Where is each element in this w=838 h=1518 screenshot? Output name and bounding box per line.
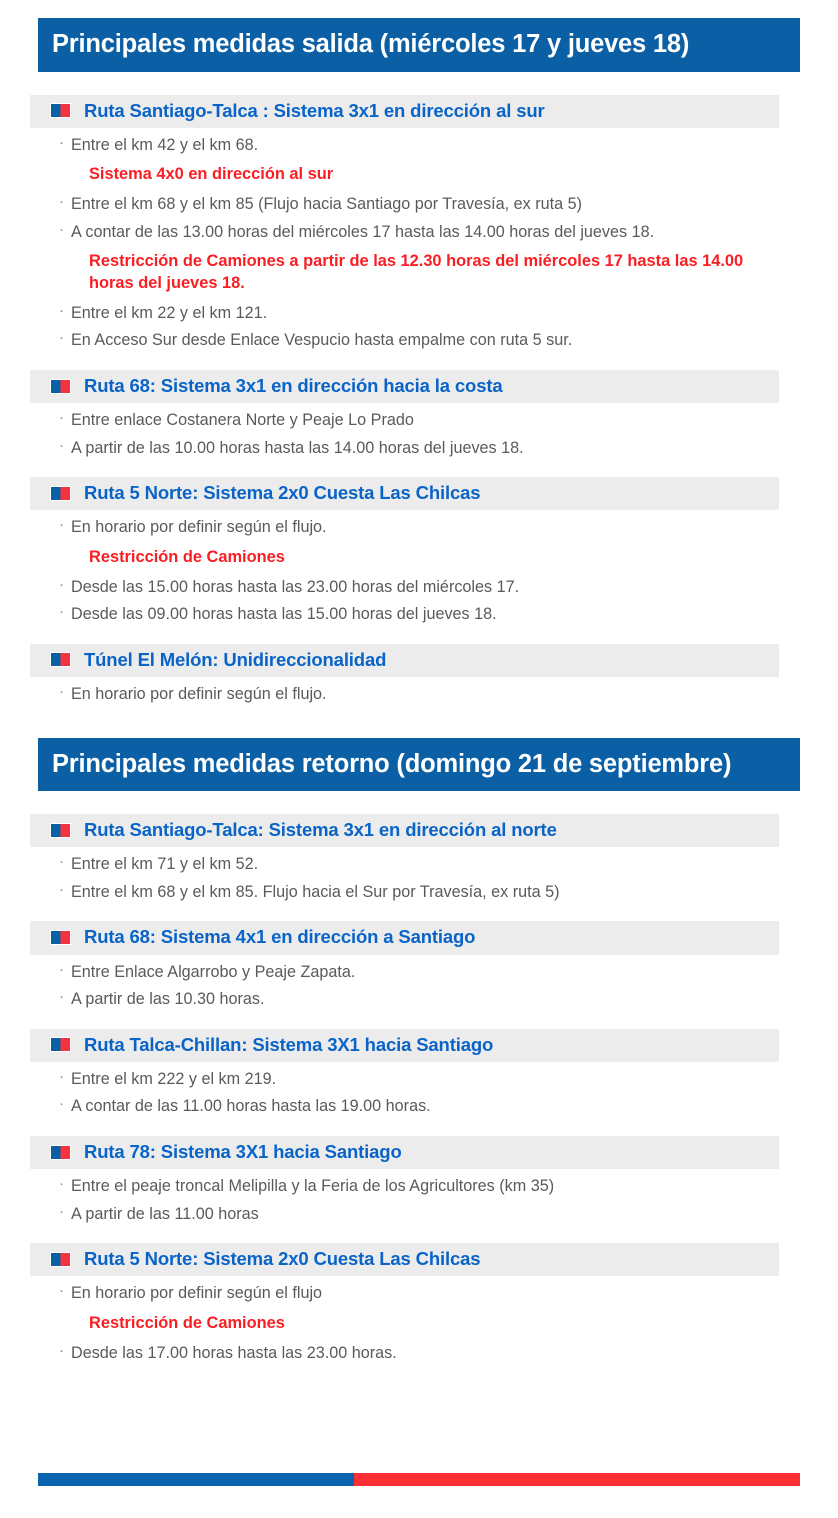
measure-line-text: Desde las 17.00 horas hasta las 23.00 horas. — [71, 1343, 397, 1362]
measure-line-text: Sistema 4x0 en dirección al sur — [89, 165, 334, 184]
bullet-icon: · — [59, 516, 64, 534]
bullet-icon: · — [59, 575, 64, 593]
measure-line-text: A partir de las 11.00 horas — [71, 1204, 259, 1223]
measure-line-list — [30, 403, 800, 462]
bullet-line — [59, 959, 800, 987]
bullet-line — [59, 132, 800, 160]
bullet-icon: · — [59, 436, 64, 454]
chile-flag-icon — [50, 823, 71, 838]
bullet-icon: · — [59, 853, 64, 871]
bullet-line — [59, 219, 800, 247]
bullet-line — [59, 1173, 800, 1201]
measure-group-header — [30, 1029, 779, 1062]
chile-flag-icon — [50, 103, 71, 118]
measure-line-text: En horario por definir según el flujo. — [71, 685, 327, 704]
bullet-line — [59, 986, 800, 1014]
measure-line-text: A partir de las 10.30 horas. — [71, 990, 265, 1009]
bullet-line — [59, 574, 800, 602]
spacer — [0, 355, 838, 370]
measure-group-header — [30, 95, 779, 128]
footer-flag-bar — [38, 1473, 800, 1486]
measure-line-text: A contar de las 13.00 horas del miércoles 17 hasta las 14.00 horas del jueves 18. — [71, 222, 655, 241]
section-band-title: Principales medidas salida (miércoles 17 y jueves 18) — [38, 18, 800, 72]
measure-line-list — [30, 847, 800, 906]
bullet-line — [59, 191, 800, 219]
measure-group-header — [30, 370, 779, 403]
bullet-line — [59, 1280, 800, 1308]
bullet-line — [59, 435, 800, 463]
bullet-icon: · — [59, 1175, 64, 1193]
spacer — [0, 906, 838, 921]
bullet-icon: · — [59, 1095, 64, 1113]
measure-line-text: Entre el km 68 y el km 85 (Flujo hacia Santiago por Travesía, ex ruta 5) — [71, 195, 583, 214]
infographic-page — [0, 18, 838, 1518]
bullet-line — [59, 1340, 800, 1368]
bullet-icon: · — [59, 301, 64, 319]
measure-group-title: Ruta Santiago-Talca: Sistema 3x1 en dirección al norte — [84, 819, 557, 841]
measure-group-header — [30, 477, 779, 510]
spacer — [0, 1367, 838, 1382]
measure-group-header — [30, 1136, 779, 1169]
measure-group-title: Ruta Talca-Chillan: Sistema 3X1 hacia Santiago — [84, 1033, 494, 1055]
measure-line-text: Restricción de Camiones — [89, 547, 285, 566]
bullet-line — [59, 851, 800, 879]
footer-red-stripe — [354, 1473, 800, 1486]
measure-group — [30, 814, 800, 906]
measure-line-text: Desde las 09.00 horas hasta las 15.00 horas del jueves 18. — [71, 605, 497, 624]
measure-line-text: Restricción de Camiones a partir de las 12.30 horas del miércoles 17 hasta las 14.00 horas del jueves 18. — [89, 252, 744, 292]
measure-group-title: Ruta Santiago-Talca : Sistema 3x1 en dirección al sur — [84, 99, 545, 121]
bullet-icon: · — [59, 329, 64, 347]
bullet-line — [59, 300, 800, 328]
measure-line-list — [30, 128, 800, 355]
spacer — [0, 72, 838, 95]
bullet-line — [59, 407, 800, 435]
alert-line — [89, 246, 800, 300]
spacer — [0, 462, 838, 477]
measure-group-title: Ruta 5 Norte: Sistema 2x0 Cuesta Las Chilcas — [84, 1248, 481, 1270]
bullet-icon: · — [59, 960, 64, 978]
measure-group-header — [30, 1243, 779, 1276]
bullet-icon: · — [59, 1202, 64, 1220]
bullet-line — [59, 514, 800, 542]
measure-line-list — [30, 510, 800, 628]
measure-line-text: Entre el km 22 y el km 121. — [71, 303, 268, 322]
content-root — [0, 18, 838, 1382]
measure-group-title: Ruta 68: Sistema 4x1 en dirección a Santiago — [84, 926, 476, 948]
bullet-icon: · — [59, 1282, 64, 1300]
bullet-icon: · — [59, 603, 64, 621]
measure-group-title: Ruta 78: Sistema 3X1 hacia Santiago — [84, 1140, 402, 1162]
bullet-icon: · — [59, 133, 64, 151]
chile-flag-icon — [50, 652, 71, 667]
measure-group — [30, 644, 800, 709]
measure-group-title: Ruta 5 Norte: Sistema 2x0 Cuesta Las Chilcas — [84, 482, 481, 504]
chile-flag-icon — [50, 379, 71, 394]
bullet-line — [59, 1093, 800, 1121]
measure-line-text: Entre el km 71 y el km 52. — [71, 855, 259, 874]
alert-line — [89, 159, 800, 191]
measure-group — [30, 1029, 800, 1121]
measure-line-text: En horario por definir según el flujo — [71, 1284, 323, 1303]
alert-line — [89, 542, 800, 574]
chile-flag-icon — [50, 1252, 71, 1267]
measure-line-text: Entre Enlace Algarrobo y Peaje Zapata. — [71, 962, 356, 981]
bullet-icon: · — [59, 409, 64, 427]
alert-line — [89, 1308, 800, 1340]
measure-group — [30, 921, 800, 1013]
measure-group — [30, 477, 800, 629]
measure-group — [30, 95, 800, 355]
chile-flag-icon — [50, 1037, 71, 1052]
chile-flag-icon — [50, 930, 71, 945]
measure-line-text: Entre el km 42 y el km 68. — [71, 135, 259, 154]
measure-group-header — [30, 921, 779, 954]
bullet-line — [59, 681, 800, 709]
measure-line-text: Entre el km 222 y el km 219. — [71, 1069, 277, 1088]
measure-group — [30, 1136, 800, 1228]
bullet-line — [59, 1201, 800, 1229]
spacer — [0, 629, 838, 644]
spacer — [0, 1014, 838, 1029]
measure-line-list — [30, 1062, 800, 1121]
bullet-line — [59, 601, 800, 629]
bullet-icon: · — [59, 193, 64, 211]
measure-group-header — [30, 644, 779, 677]
measure-line-text: Entre enlace Costanera Norte y Peaje Lo Prado — [71, 411, 414, 430]
spacer — [0, 709, 838, 724]
spacer — [0, 1121, 838, 1136]
measure-line-text: Entre el peaje troncal Melipilla y la Feria de los Agricultores (km 35) — [71, 1177, 555, 1196]
measure-line-text: En Acceso Sur desde Enlace Vespucio hasta empalme con ruta 5 sur. — [71, 331, 573, 350]
bullet-icon: · — [59, 683, 64, 701]
measure-line-list — [30, 1276, 800, 1367]
measure-line-text: A contar de las 11.00 horas hasta las 19.00 horas. — [71, 1097, 431, 1116]
measure-group — [30, 370, 800, 462]
bullet-icon: · — [59, 1067, 64, 1085]
measure-line-list — [30, 955, 800, 1014]
spacer — [0, 1228, 838, 1243]
measure-line-list — [30, 1169, 800, 1228]
bullet-line — [59, 879, 800, 907]
bullet-icon: · — [59, 220, 64, 238]
measure-line-text: A partir de las 10.00 horas hasta las 14.00 horas del jueves 18. — [71, 438, 524, 457]
measure-line-text: Restricción de Camiones — [89, 1313, 285, 1332]
chile-flag-icon — [50, 486, 71, 501]
footer-blue-stripe — [38, 1473, 354, 1486]
bullet-icon: · — [59, 880, 64, 898]
measure-line-text: En horario por definir según el flujo. — [71, 518, 327, 537]
measure-group-title: Ruta 68: Sistema 3x1 en dirección hacia la costa — [84, 374, 503, 396]
bullet-line — [59, 1066, 800, 1094]
measure-group — [30, 1243, 800, 1367]
bullet-line — [59, 327, 800, 355]
measure-group-header — [30, 814, 779, 847]
measure-line-text: Desde las 15.00 horas hasta las 23.00 horas del miércoles 17. — [71, 577, 520, 596]
measure-group-title: Túnel El Melón: Unidireccionalidad — [84, 648, 387, 670]
bullet-icon: · — [59, 1341, 64, 1359]
spacer — [0, 791, 838, 814]
section-band-title: Principales medidas retorno (domingo 21 de septiembre) — [38, 738, 800, 792]
chile-flag-icon — [50, 1145, 71, 1160]
measure-line-text: Entre el km 68 y el km 85. Flujo hacia el Sur por Travesía, ex ruta 5) — [71, 882, 560, 901]
bullet-icon: · — [59, 988, 64, 1006]
measure-line-list — [30, 677, 800, 709]
